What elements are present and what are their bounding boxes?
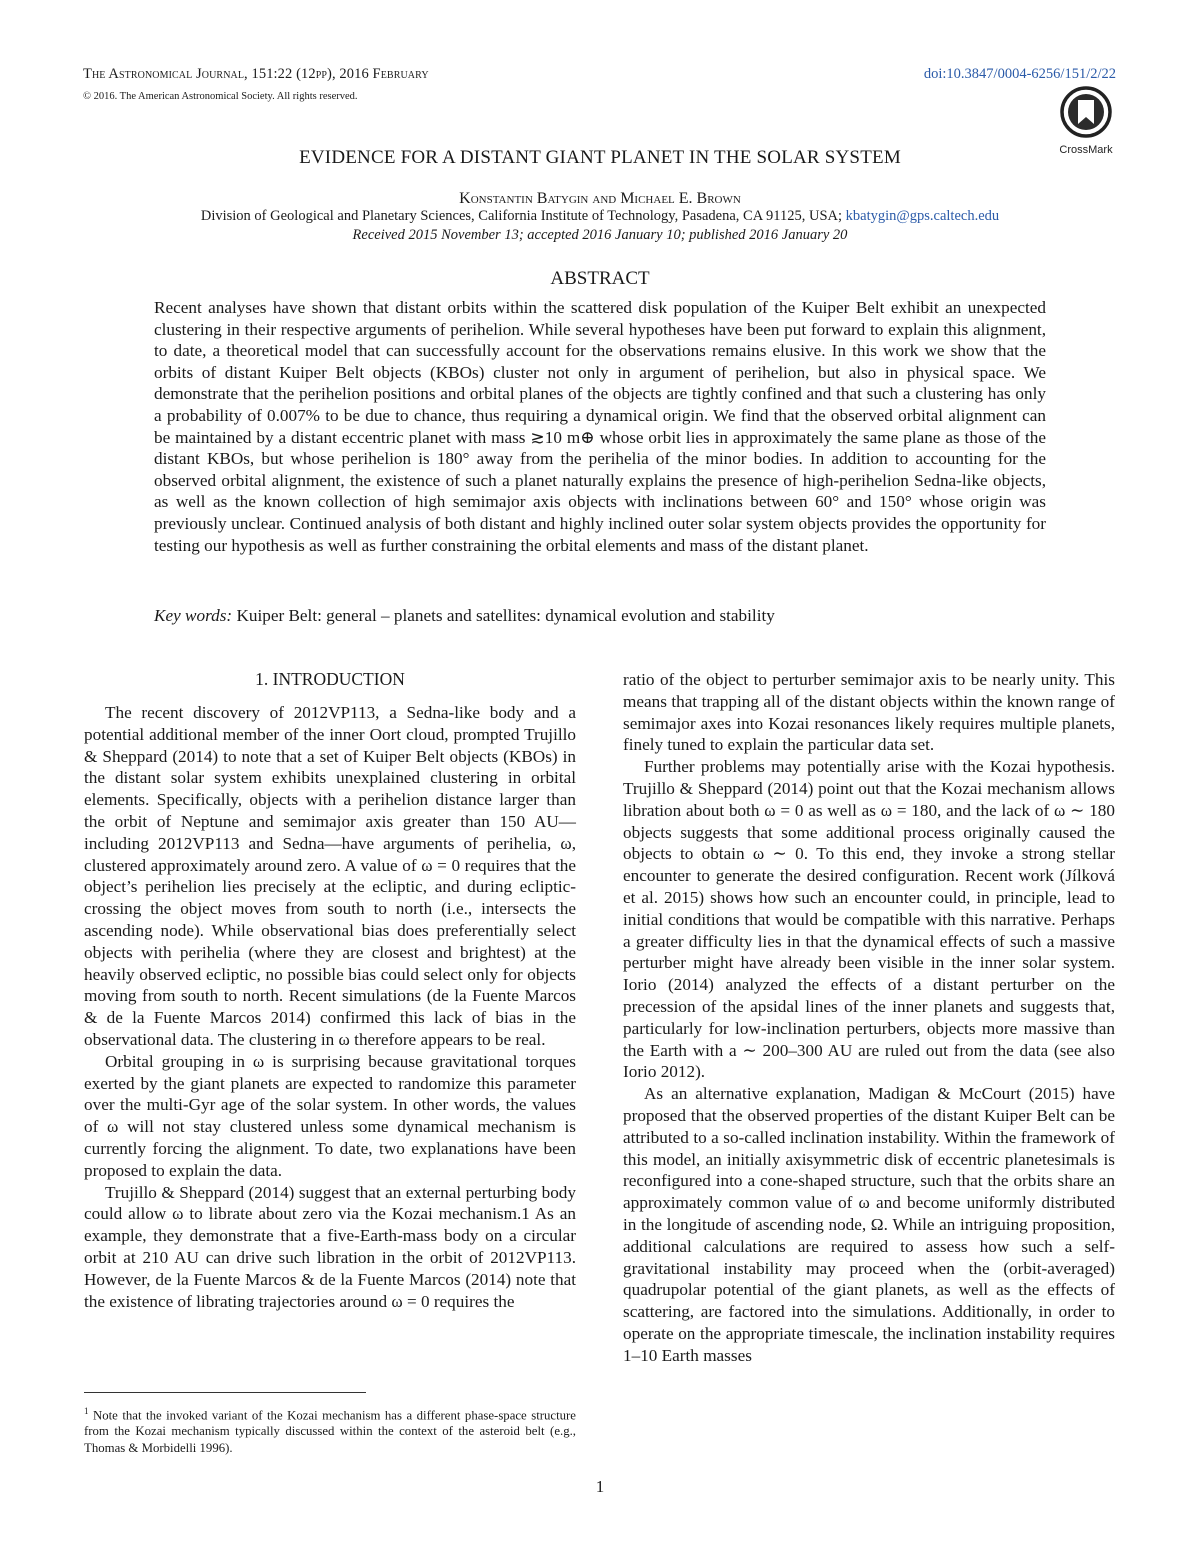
footnote — [84, 1403, 576, 1456]
affiliation-text: Division of Geological and Planetary Sciences, California Institute of Technology, Pasadena, CA 91125, USA; — [200, 208, 843, 224]
paragraph: Further problems may potentially arise with the Kozai hypothesis. Trujillo & Sheppard (2014) point out that the Kozai mechanism allows libration about both ω = 0 as well as ω = 180, and the lack of ω ∼ 180 objects suggests that some additional process originally caused the objects to obtain ω ∼ 0. To this end, they invoke a strong stellar encounter to generate the desired configuration. Recent work (Jílková et al. 2015) shows how such an encounter could, in principle, lead to initial conditions that would be compatible with this narrative. Perhaps a greater difficulty lies in that the dynamical effects of such a massive perturber might have already been visible in the inner solar system. Iorio (2014) analyzed the effects of a distant perturber on the precession of the apsidal lines of the inner planets and suggests that, particularly for low-inclination perturbers, objects more massive than the Earth with a ∼ 200–300 AU are ruled out from the data (see also Iorio 2012). — [623, 757, 1115, 1082]
doi-link[interactable]: doi:10.3847/0004-6256/151/2/22 — [923, 66, 1116, 82]
paragraph: The recent discovery of 2012VP113, a Sedna-like body and a potential additional member of the inner Oort cloud, prompted Trujillo & Sheppard (2014) to note that a set of Kuiper Belt objects (KBOs) in the distant solar system exhibits unexplained clustering in orbital elements. Specifically, objects with a perihelion distance larger than the orbit of Neptune and semimajor axis greater than 150 AU—including 2012VP113 and Sedna—have arguments of perihelia, ω, clustered approximately around zero. A value of ω = 0 requires that the object’s perihelion lies precisely at the ecliptic, and during ecliptic-crossing the object moves from south to north (i.e., intersects the ascending node). While observational bias does preferentially select objects with perihelia (where they are closest and brightest) at the heavily observed ecliptic, no possible bias could select only for objects moving from south to north. Recent simulations (de la Fuente Marcos & de la Fuente Marcos 2014) confirmed this lack of bias in the observational data. The clustering in ω therefore appears to be real. — [84, 703, 576, 1049]
keywords-text: Kuiper Belt: general – planets and satellites: dynamical evolution and stability — [236, 606, 775, 625]
footnote-marker: 1 — [84, 1406, 89, 1416]
left-column — [84, 702, 576, 1312]
abstract-text: Recent analyses have shown that distant orbits within the scattered disk population of the Kuiper Belt exhibit an unexpected clustering in their respective arguments of perihelion. While several hypotheses have been put forward to explain this alignment, to date, a theoretical model that can successfully account for the observations remains elusive. In this work we show that the orbits of distant Kuiper Belt objects (KBOs) cluster not only in argument of perihelion, but also in physical space. We demonstrate that the perihelion positions and orbital planes of the objects are tightly confined and that such a clustering has only a probability of 0.007% to be due to chance, thus requiring a dynamical origin. We find that the observed orbital alignment can be maintained by a distant eccentric planet with mass ≳10 m⊕ whose orbit lies in approximately the same plane as those of the distant KBOs, but whose perihelion is 180° away from the perihelia of the minor bodies. In addition to accounting for the observed orbital alignment, the existence of such a planet naturally explains the presence of high-perihelion Sedna-like objects, as well as the known collection of high semimajor axis objects with inclinations between 60° and 150° whose origin was previously unclear. Continued analysis of both distant and highly inclined outer solar system objects provides the opportunity for testing our hypothesis as well as further constraining the orbital elements and mass of the distant planet. — [154, 298, 1046, 555]
keywords — [154, 606, 775, 626]
journal-citation: The Astronomical Journal, 151:22 (12pp), 2016 February — [83, 66, 429, 82]
page-number: 1 — [595, 1477, 605, 1496]
author-affiliation — [0, 208, 1200, 225]
crossmark-icon — [1060, 86, 1112, 138]
right-column — [623, 669, 1115, 1367]
footnote-text: Note that the invoked variant of the Kozai mechanism has a different phase-space structure from the Kozai mechanism typically discussed within the context of the asteroid belt (e.g., Thomas & Morbidelli 1996). — [84, 1408, 576, 1455]
paragraph: ratio of the object to perturber semimajor axis to be nearly unity. This means that trapping all of the distant objects within the known range of semimajor axes into Kozai resonances likely requires multiple planets, finely tuned to explain the particular data set. — [623, 670, 1115, 755]
crossmark-label: CrossMark — [1059, 144, 1113, 156]
keywords-label: Key words: — [154, 606, 233, 625]
footnote-divider — [84, 1392, 366, 1393]
paragraph: As an alternative explanation, Madigan & McCourt (2015) have proposed that the observed properties of the distant Kuiper Belt can be attributed to a so-called inclination instability. Within the framework of this model, an initially axisymmetric disk of eccentric planetesimals is reconfigured into a cone-shaped structure, such that the orbits share an approximately common value of ω and become uniformly distributed in the longitude of ascending node, Ω. While an intriguing proposition, additional calculations are required to assess how such a self-gravitational instability may proceed when the (orbit-averaged) quadrupolar potential of the giant planets, as well as the effects of scattering, are factored into the simulations. Additionally, in order to operate on the appropriate timescale, the inclination instability requires 1–10 Earth masses — [623, 1084, 1115, 1365]
email-link[interactable]: kbatygin@gps.caltech.edu — [845, 208, 1000, 224]
publication-dates: Received 2015 November 13; accepted 2016 January 10; published 2016 January 20 — [352, 227, 848, 243]
author-list: Konstantin Batygin and Michael E. Brown — [459, 190, 741, 207]
copyright-notice: © 2016. The American Astronomical Society. All rights reserved. — [83, 91, 358, 102]
paragraph: Trujillo & Sheppard (2014) suggest that an external perturbing body could allow ω to librate about zero via the Kozai mechanism.1 As an example, they demonstrate that a five-Earth-mass body on a circular orbit at 210 AU can drive such libration in the orbit of 2012VP113. However, de la Fuente Marcos & de la Fuente Marcos (2014) note that the existence of librating trajectories around ω = 0 requires the — [84, 1182, 576, 1311]
section-heading: 1. INTRODUCTION — [255, 669, 405, 689]
paper-title: EVIDENCE FOR A DISTANT GIANT PLANET IN THE SOLAR SYSTEM — [299, 147, 901, 168]
abstract-heading: ABSTRACT — [550, 268, 650, 289]
crossmark-badge[interactable] — [1057, 86, 1115, 156]
paragraph: Orbital grouping in ω is surprising because gravitational torques exerted by the giant planets are expected to randomize this parameter over the multi-Gyr age of the solar system. In other words, the values of ω will not stay clustered unless some dynamical mechanism is currently forcing the alignment. To date, two explanations have been proposed to explain the data. — [84, 1051, 576, 1180]
